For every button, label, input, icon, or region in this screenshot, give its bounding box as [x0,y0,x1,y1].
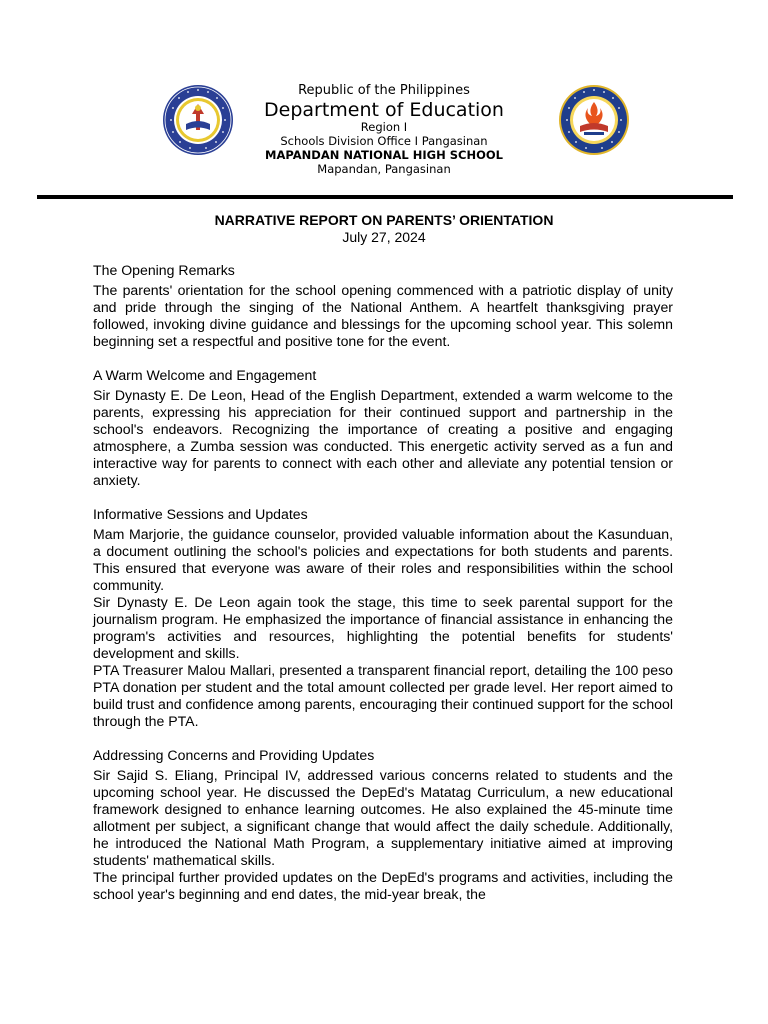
paragraph: Mam Marjorie, the guidance counselor, provided valuable information about the Kasunduan, a document outlining the school's policies and expectations for both students and parents. This ensured that everyone was aware of their roles and responsibilities within the school community. [93,526,673,593]
division-line: Schools Division Office I Pangasinan [280,134,488,149]
school-name: MAPANDAN NATIONAL HIGH SCHOOL [265,147,503,162]
section-heading: The Opening Remarks [93,262,235,278]
country-line: Republic of the Philippines [298,83,470,98]
section-heading: Informative Sessions and Updates [93,506,308,522]
section-addressing-concerns [93,747,673,903]
section-warm-welcome [93,367,673,489]
paragraph: Sir Dynasty E. De Leon again took the stage, this time to seek parental support for the journalism program. He emphasized the importance of financial assistance in enhancing the program's activities and resources, highlighting the potential benefits for students' development and skills. [93,594,673,661]
paragraph: Sir Dynasty E. De Leon, Head of the English Department, extended a warm welcome to the parents, expressing his appreciation for their continued support and partnership in the school's endeavors. Recognizing the importance of creating a positive and engaging atmosphere, a Zumba session was conducted. This energetic activity served as a fun and interactive way for parents to connect with each other and alleviate any potential tension or anxiety. [93,387,673,488]
paragraph: Sir Sajid S. Eliang, Principal IV, addressed various concerns related to students and the upcoming school year. He discussed the DepEd's Matatag Curriculum, a new educational framework designed to enhance learning outcomes. He also explained the 45-minute time allotment per subject, a significant change that would affect the daily schedule. Additionally, he introduced the National Math Program, a supplementary initiative aimed at improving students' mathematical skills. [93,767,673,868]
section-heading: Addressing Concerns and Providing Updates [93,747,375,763]
region-line: Region I [360,120,408,135]
report-date: July 27, 2024 [342,229,426,245]
paragraph: PTA Treasurer Malou Mallari, presented a transparent financial report, detailing the 100 peso PTA donation per student and the total amount collected per grade level. Her report aimed to build trust and confidence among parents, encouraging their continued support for the school through the PTA. [93,662,673,729]
school-address: Mapandan, Pangasinan [317,161,451,176]
report-body [93,262,673,920]
department-name: Department of Education [264,98,504,121]
section-opening-remarks [93,262,673,350]
letterhead-text [0,83,768,177]
header-divider [37,195,733,199]
paragraph: The parents' orientation for the school opening commenced with a patriotic display of unity and pride through the singing of the National Anthem. A heartfelt thanksgiving prayer followed, invoking divine guidance and blessings for the upcoming school year. This solemn beginning set a respectful and positive tone for the event. [93,282,673,349]
report-heading [0,212,768,246]
report-title: NARRATIVE REPORT ON PARENTS’ ORIENTATION [214,212,554,228]
sdo-pangasinan-seal-icon [558,84,630,156]
letterhead [0,80,768,190]
section-heading: A Warm Welcome and Engagement [93,367,317,383]
section-informative-sessions [93,506,673,730]
paragraph: The principal further provided updates on the DepEd's programs and activities, including the school year's beginning and end dates, the mid-year break, the [93,869,673,902]
